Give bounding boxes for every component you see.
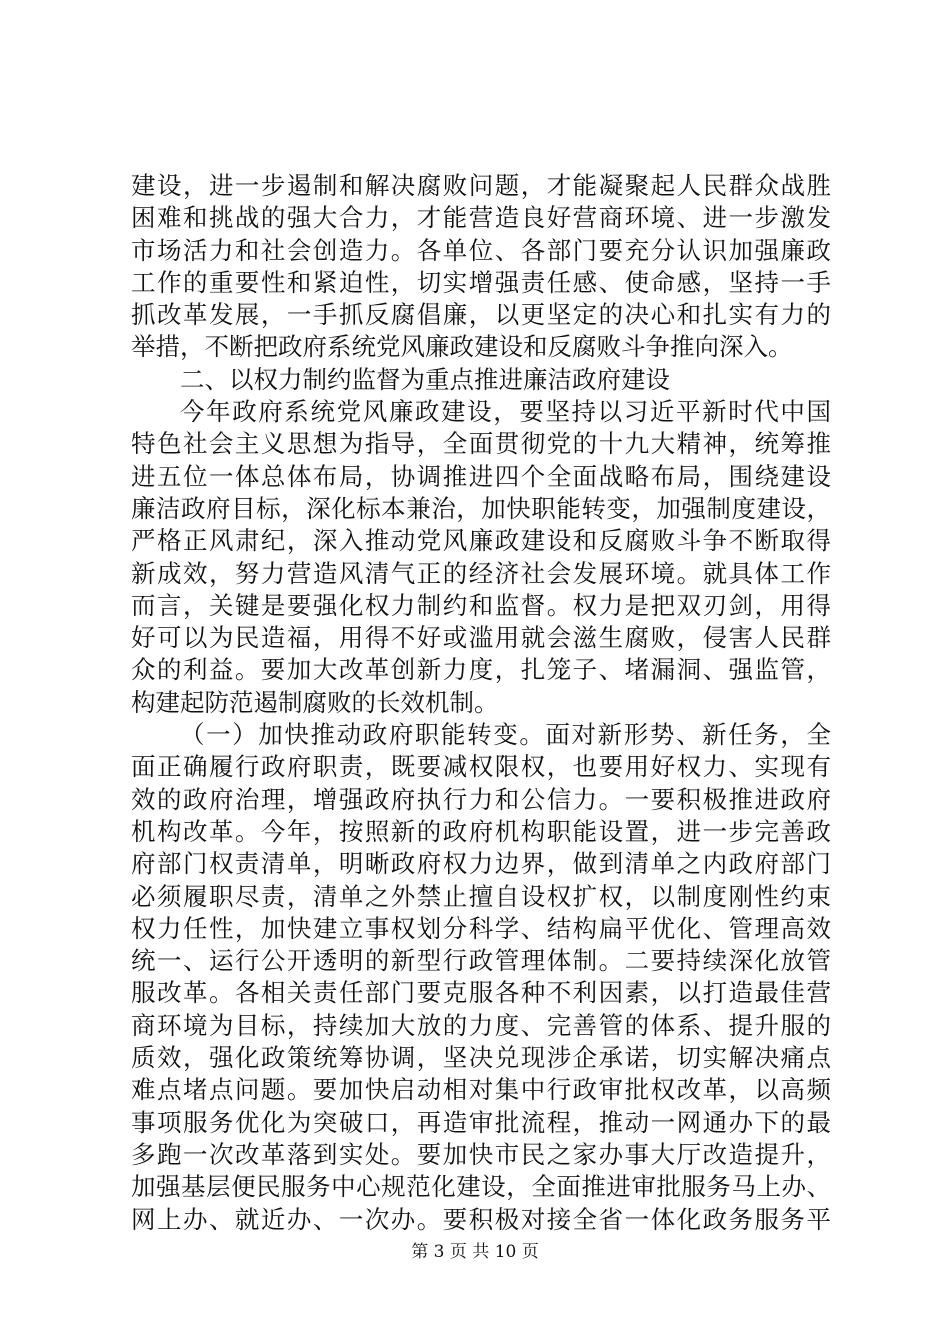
text-line: 府部门权责清单，明晰政府权力边界，做到清单之内政府部门 [131,849,831,879]
text-line: 加强基层便民服务中心规范化建设，全面推进审批服务马上办、 [131,1172,831,1202]
text-line: 特色社会主义思想为指导，全面贯彻党的十九大精神，统筹推 [131,429,831,459]
text-line: 多跑一次改革落到实处。要加快市民之家办事大厅改造提升， [131,1139,831,1169]
text-line: 面正确履行政府职责，既要减权限权，也要用好权力、实现有 [131,752,831,782]
text-line: 难点堵点问题。要加快启动相对集中行政审批权改革，以高频 [131,1075,831,1105]
text-line: 今年政府系统党风廉政建设，要坚持以习近平新时代中国 [180,397,831,427]
text-line: 严格正风肃纪，深入推动党风廉政建设和反腐败斗争不断取得 [131,526,831,556]
text-line: 众的利益。要加大改革创新力度，扎笼子、堵漏洞、强监管， [131,655,831,685]
text-line: 建设，进一步遏制和解决腐败问题，才能凝聚起人民群众战胜 [131,171,831,200]
text-line: 而言，关键是要强化权力制约和监督。权力是把双刃剑，用得 [131,590,831,620]
text-line: 新成效，努力营造风清气正的经济社会发展环境。就具体工作 [131,558,831,588]
text-line: 进五位一体总体布局，协调推进四个全面战略布局，围绕建设 [131,461,831,491]
text-line: 举措，不断把政府系统党风廉政建设和反腐败斗争推向深入。 [131,332,793,362]
text-line: 抓改革发展，一手抓反腐倡廉，以更坚定的决心和扎实有力的 [131,300,831,330]
text-line: 事项服务优化为突破口，再造审批流程，推动一网通办下的最 [131,1107,831,1137]
text-line: 必须履职尽责，清单之外禁止擅自设权扩权，以制度刚性约束 [131,881,831,911]
text-line: 机构改革。今年，按照新的政府机构职能设置，进一步完善政 [131,816,831,846]
text-line: 商环境为目标，持续加大放的力度、完善管的体系、提升服的 [131,1010,831,1040]
page-number-label: 第 3 页 共 10 页 [411,1242,539,1262]
text-line: 好可以为民造福，用得不好或滥用就会滋生腐败，侵害人民群 [131,623,831,653]
section-heading: 二、以权力制约监督为重点推进廉洁政府建设 [180,364,670,394]
text-line: 网上办、就近办、一次办。要积极对接全省一体化政务服务平 [131,1204,831,1234]
text-line: 构建起防范遏制腐败的长效机制。 [131,687,499,717]
document-body [131,170,831,1236]
text-line: 统一、运行公开透明的新型行政管理体制。二要持续深化放管 [131,946,831,976]
text-line: 权力任性，加快建立事权划分科学、结构扁平优化、管理高效 [131,913,831,943]
text-line: 工作的重要性和紧迫性，切实增强责任感、使命感，坚持一手 [131,267,831,297]
page-footer [0,1240,950,1264]
text-line: 市场活力和社会创造力。各单位、各部门要充分认识加强廉政 [131,235,831,265]
text-line: 困难和挑战的强大合力，才能营造良好营商环境、进一步激发 [131,203,831,233]
text-line: 效的政府治理，增强政府执行力和公信力。一要积极推进政府 [131,784,831,814]
text-line: 质效，强化政策统筹协调，坚决兑现涉企承诺，切实解决痛点 [131,1043,831,1073]
text-line: 服改革。各相关责任部门要克服各种不利因素，以打造最佳营 [131,978,831,1008]
text-line: 廉洁政府目标，深化标本兼治，加快职能转变，加强制度建设， [131,493,831,523]
subsection-line: （一）加快推动政府职能转变。面对新形势、新任务，全 [180,720,831,750]
